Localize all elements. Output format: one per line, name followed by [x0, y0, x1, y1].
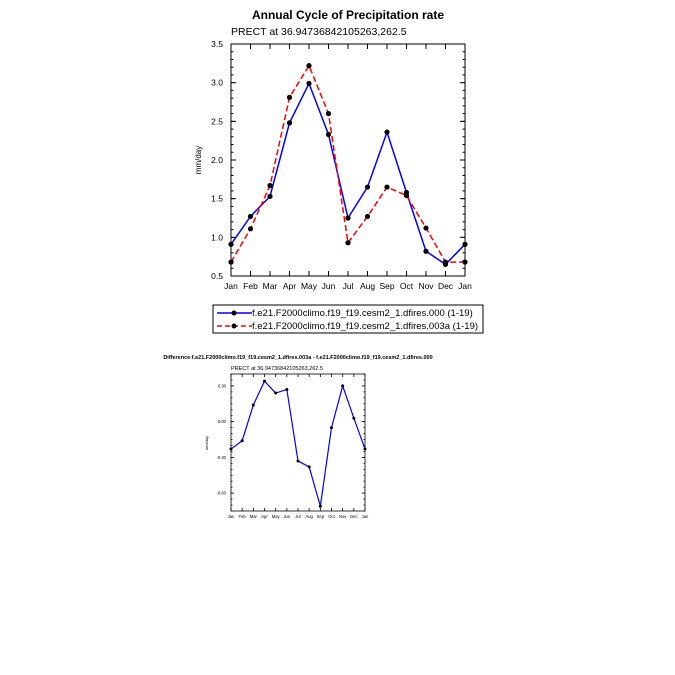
series-1-point — [384, 130, 389, 135]
series-1-point — [274, 392, 277, 395]
series-2-point — [306, 63, 311, 68]
series-1-point — [228, 242, 233, 247]
series-1-point — [345, 215, 350, 220]
main-chart — [194, 8, 472, 291]
series-1-point — [423, 249, 428, 254]
x-tick-label: Sep — [316, 514, 325, 519]
x-tick-label: Feb — [238, 514, 246, 519]
legend-label-series-1: f.e21.F2000climo.f19_f19.cesm2_1.dfires.000 (1-19) — [252, 308, 473, 319]
series-1-point — [462, 242, 467, 247]
y-tick-label: 1.5 — [211, 193, 223, 204]
legend — [213, 305, 483, 333]
series-1-point — [308, 465, 311, 468]
series-2-point — [384, 184, 389, 189]
x-tick-label: Dec — [350, 514, 358, 519]
x-tick-label: Mar — [249, 514, 257, 519]
x-tick-label: Feb — [243, 281, 258, 291]
y-tick-label: 0.30 — [217, 383, 226, 389]
legend-marker-series-1 — [232, 311, 237, 316]
difference-chart — [163, 355, 432, 519]
y-tick-label: 0.5 — [211, 270, 223, 281]
y-tick-label: -0.60 — [216, 490, 226, 496]
series-1-point — [287, 120, 292, 125]
chart-subtitle: PRECT at 36.94736842105263,262.5 — [231, 26, 407, 38]
series-2-point — [365, 214, 370, 219]
y-tick-label: 3.5 — [211, 38, 223, 49]
y-tick-label: -0.30 — [216, 454, 226, 460]
series-1-point — [352, 417, 355, 420]
series-2-point — [248, 226, 253, 231]
x-tick-label: Jan — [227, 514, 235, 519]
series-2-point — [423, 225, 428, 230]
legend-marker-series-2 — [232, 324, 237, 329]
chart-title: Annual Cycle of Precipitation rate — [251, 8, 445, 22]
series-2-point — [228, 259, 233, 264]
x-tick-label: Nov — [418, 281, 434, 291]
series-2-point — [462, 259, 467, 264]
x-tick-label: Aug — [359, 281, 376, 291]
series-2-point — [345, 240, 350, 245]
x-tick-label: Jul — [342, 281, 354, 291]
series-1-point — [297, 459, 300, 462]
x-tick-label: Jun — [321, 281, 336, 291]
diff-plot-frame — [231, 374, 365, 511]
x-tick-label: Aug — [305, 514, 313, 519]
x-tick-label: Jan — [224, 281, 238, 291]
series-2-point — [326, 111, 331, 116]
series-1-point — [252, 403, 255, 406]
series-line-1 — [231, 83, 465, 264]
diff-chart-title: Difference f.e21.F2000climo.f19_f19.cesm2_1.dfires.003a - f.e21.F2000climo.f19_f19.cesm2_1.dfires.000 — [163, 355, 433, 361]
series-2-point — [287, 95, 292, 100]
y-tick-label: 3.0 — [211, 77, 223, 88]
series-1-point — [330, 426, 333, 429]
y-tick-label: 0.00 — [217, 419, 226, 425]
y-tick-label: 1.0 — [211, 232, 223, 243]
series-line-1 — [231, 381, 365, 506]
series-1-point — [248, 214, 253, 219]
series-1-point — [285, 388, 288, 391]
x-tick-label: Oct — [399, 281, 414, 291]
series-1-point — [364, 448, 367, 451]
x-tick-label: Mar — [262, 281, 278, 291]
y-tick-label: 2.5 — [211, 116, 223, 127]
series-1-point — [365, 184, 370, 189]
y-axis-label: mm/day — [194, 145, 203, 175]
x-tick-label: Jan — [361, 514, 369, 519]
series-line-2 — [231, 66, 465, 262]
diff-y-axis-label: mm/day — [204, 435, 209, 451]
series-1-point — [230, 448, 233, 451]
series-1-point — [267, 194, 272, 199]
x-tick-label: Jun — [283, 514, 291, 519]
diff-chart-subtitle: PRECT at 36.94736842105263,262.5 — [231, 366, 323, 372]
series-2-point — [443, 259, 448, 264]
x-tick-label: Dec — [437, 281, 454, 291]
legend-label-series-2: f.e21.F2000climo.f19_f19.cesm2_1.dfires.003a (1-19) — [252, 321, 479, 332]
series-1-point — [241, 439, 244, 442]
x-tick-label: Apr — [261, 514, 268, 519]
series-1-point — [341, 384, 344, 387]
x-tick-label: Nov — [338, 514, 347, 519]
x-tick-label: May — [300, 281, 318, 291]
series-1-point — [319, 505, 322, 508]
x-tick-label: Apr — [282, 281, 297, 291]
y-tick-label: 2.0 — [211, 154, 223, 165]
x-tick-label: Jul — [295, 514, 301, 519]
x-tick-label: Sep — [379, 281, 395, 291]
x-tick-label: Oct — [328, 514, 335, 519]
series-1-point — [306, 81, 311, 86]
x-tick-label: May — [271, 514, 280, 519]
series-2-point — [267, 183, 272, 188]
series-1-point — [326, 132, 331, 137]
series-1-point — [263, 380, 266, 383]
series-2-point — [404, 193, 409, 198]
x-tick-label: Jan — [458, 281, 472, 291]
